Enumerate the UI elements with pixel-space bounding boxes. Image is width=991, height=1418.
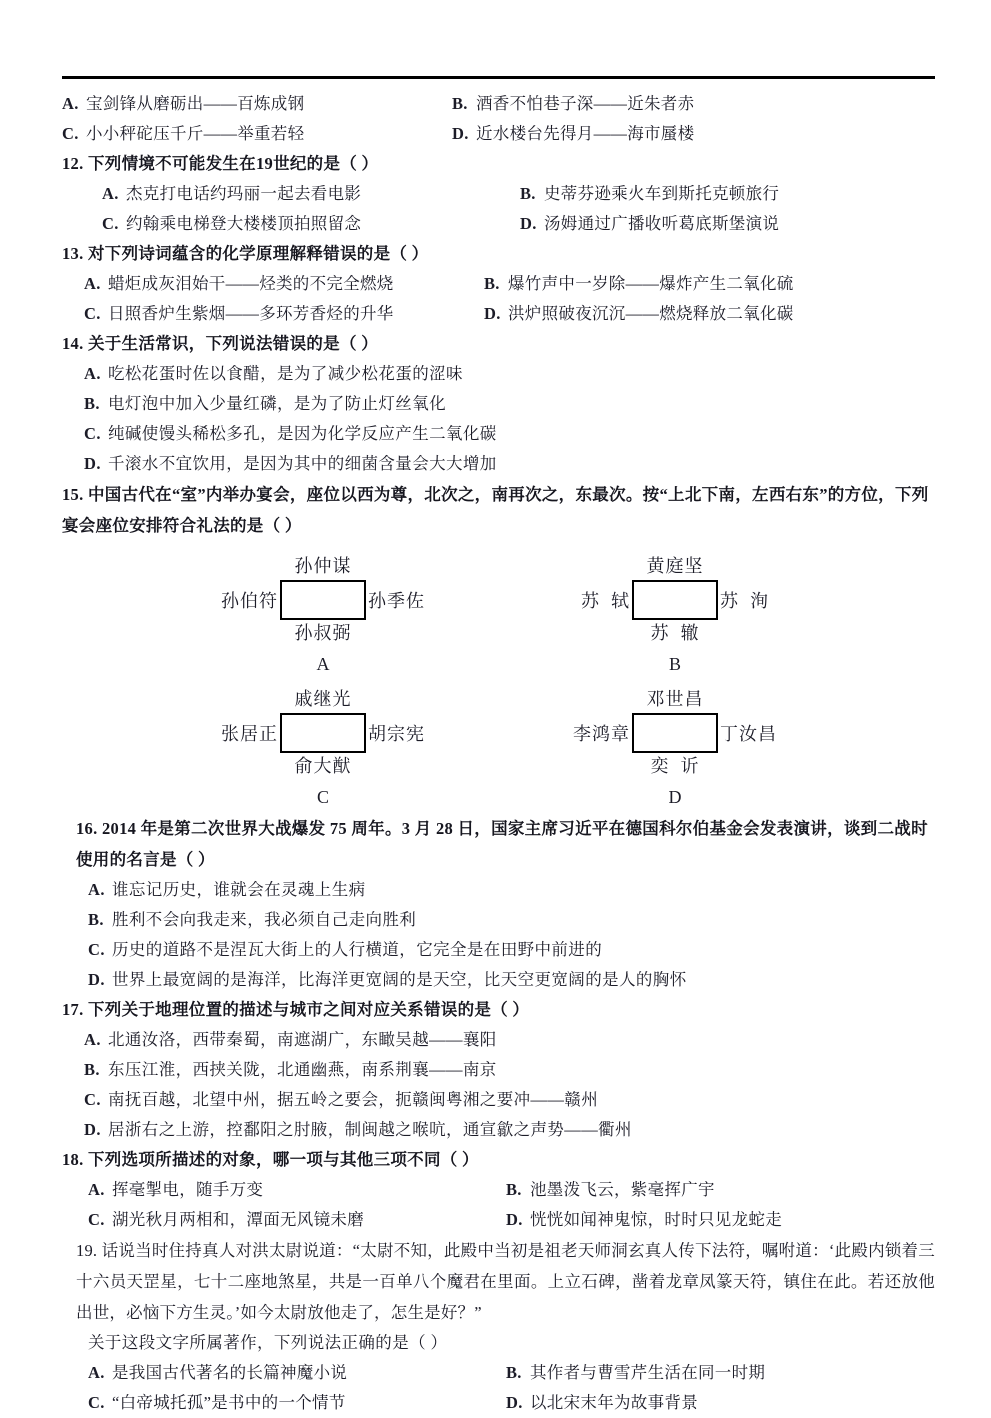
q11-option-c	[62, 119, 452, 149]
q12-stem	[62, 149, 935, 179]
q15-diagram-b-letter: B	[668, 654, 681, 674]
q17-option-b-label: B.	[84, 1060, 100, 1079]
q14-option-a	[62, 359, 935, 389]
q13-number: 13.	[62, 244, 84, 263]
q19-number: 19.	[76, 1241, 98, 1260]
q15-diagram-a-south: 孙叔弼	[294, 623, 352, 643]
q14-option-b-label: B.	[84, 394, 100, 413]
q15-diagram-a	[158, 555, 488, 679]
q19-option-b-text: 其作者与曹雪芹生活在同一时期	[530, 1363, 766, 1382]
q18-stem-text: 下列选项所描述的对象，哪一项与其他三项不同（ ）	[87, 1150, 479, 1169]
q17-option-d-label: D.	[84, 1120, 101, 1139]
q18-option-b-label: B.	[506, 1180, 522, 1199]
q15-diagram-d-south: 奕 䜣	[650, 756, 700, 776]
q12-option-a	[102, 179, 520, 209]
q14-option-c-label: C.	[84, 424, 101, 443]
q18-option-d-text: 恍恍如闻神鬼惊，时时只见龙蛇走	[530, 1210, 782, 1229]
q15-diagram-a-west: 孙伯符	[221, 591, 278, 611]
q13-option-c-text: 日照香炉生紫烟——多环芳香烃的升华	[108, 304, 394, 323]
q17-option-b-text: 东压江淮，西挟关陇，北通幽燕，南系荆襄——南京	[108, 1060, 497, 1079]
q13-option-a	[84, 269, 484, 299]
q15-diagram-c-west: 张居正	[221, 724, 278, 744]
q13-option-b	[484, 269, 935, 299]
q14-option-c	[62, 419, 935, 449]
q11-option-b-text: 酒香不怕巷子深——近朱者赤	[476, 94, 695, 113]
q15-diagram-area	[62, 555, 935, 813]
q18-option-a	[88, 1175, 506, 1205]
q16-stem-text: 2014 年是第二次世界大战爆发 75 周年。3 月 28 日，国家主席习近平在德国科尔伯基金会发表演讲，谈到二战时使用的名言是（ ）	[76, 819, 928, 869]
q18-option-c-label: C.	[88, 1210, 105, 1229]
q12-stem-text: 下列情境不可能发生在19世纪的是（ ）	[87, 154, 379, 173]
q15-diagram-c-north: 戚继光	[294, 689, 352, 709]
q15-diagram-a-letter: A	[316, 654, 330, 674]
q19-option-d	[506, 1388, 935, 1418]
q17-option-d	[62, 1115, 935, 1145]
q15-diagram-d-north: 邓世昌	[646, 689, 704, 709]
q14-option-d-label: D.	[84, 454, 101, 473]
q15-diagram-a-middle	[158, 579, 488, 621]
q11-option-a	[62, 89, 452, 119]
q19-passage	[62, 1235, 935, 1328]
q15-stem-text: 中国古代在“室”内举办宴会，座位以西为尊，北次之，南再次之，东最次。按“上北下南，左西右东”的方位，下列宴会座位安排符合礼法的是（ ）	[62, 485, 929, 535]
q11-option-row-cd	[62, 119, 935, 149]
q16-option-b	[62, 905, 935, 935]
q17-option-c-label: C.	[84, 1090, 101, 1109]
q15-diagram-c-middle	[158, 712, 488, 754]
q19-option-d-text: 以北宋末年为故事背景	[530, 1393, 698, 1412]
q16-option-c	[62, 935, 935, 965]
q19-option-c	[88, 1388, 506, 1418]
q11-option-c-label: C.	[62, 124, 79, 143]
q14-option-a-text: 吃松花蛋时佐以食醋，是为了减少松花蛋的涩味	[108, 364, 463, 383]
q11-option-row-ab	[62, 89, 935, 119]
q12-option-b-text: 史蒂芬逊乘火车到斯托克顿旅行	[544, 184, 780, 203]
q15-stem	[62, 479, 935, 541]
q15-diagram-b-north: 黄庭坚	[646, 556, 704, 576]
q15-diagram-d-seat-box	[632, 713, 718, 753]
q17-option-c-text: 南抚百越，北望中州，据五岭之要会，扼赣闽粤湘之要冲——赣州	[108, 1090, 599, 1109]
q15-diagram-d	[510, 688, 840, 812]
q19-option-d-label: D.	[506, 1393, 523, 1412]
q14-stem-text: 关于生活常识，下列说法错误的是（ ）	[87, 334, 378, 353]
q18-option-a-label: A.	[88, 1180, 105, 1199]
q16-option-c-text: 历史的道路不是涅瓦大街上的人行横道，它完全是在田野中前进的	[112, 940, 603, 959]
q12-option-row-ab	[62, 179, 935, 209]
q15-diagram-b-east: 苏 洵	[720, 591, 769, 611]
q11-option-b	[452, 89, 935, 119]
q16-option-a-label: A.	[88, 880, 105, 899]
q15-diagram-b-middle	[510, 579, 840, 621]
q19-option-a	[88, 1358, 506, 1388]
q15-diagram-c-seat-box	[280, 713, 366, 753]
q13-option-d-text: 洪炉照破夜沉沉——燃烧释放二氧化碳	[508, 304, 794, 323]
q13-option-row-ab	[62, 269, 935, 299]
q18-option-b	[506, 1175, 935, 1205]
q12-option-d-text: 汤姆通过广播收听葛底斯堡演说	[544, 214, 780, 233]
q16-option-a-text: 谁忘记历史，谁就会在灵魂上生病	[112, 880, 366, 899]
q19-option-b-label: B.	[506, 1363, 522, 1382]
q18-option-d-label: D.	[506, 1210, 523, 1229]
q15-diagram-d-east: 丁汝昌	[720, 724, 777, 744]
q19-option-c-label: C.	[88, 1393, 105, 1412]
q16-option-d	[62, 965, 935, 995]
q16-option-b-text: 胜利不会向我走来，我必须自己走向胜利	[112, 910, 417, 929]
q13-option-b-label: B.	[484, 274, 500, 293]
q12-option-c	[102, 209, 520, 239]
page-content	[62, 76, 935, 1418]
q15-diagram-c-letter: C	[316, 787, 329, 807]
q15-number: 15.	[62, 485, 84, 504]
q13-option-d	[484, 299, 935, 329]
q16-option-a	[62, 875, 935, 905]
q12-option-d	[520, 209, 935, 239]
q16-stem	[62, 813, 935, 875]
q13-option-b-text: 爆竹声中一岁除——爆炸产生二氧化硫	[508, 274, 794, 293]
q16-number: 16.	[76, 819, 98, 838]
q15-diagram-b-west: 苏 轼	[581, 591, 630, 611]
q16-option-d-label: D.	[88, 970, 105, 989]
q12-option-a-text: 杰克打电话约玛丽一起去看电影	[126, 184, 362, 203]
q19-option-b	[506, 1358, 935, 1388]
q18-option-row-ab	[62, 1175, 935, 1205]
q16-option-d-text: 世界上最宽阔的是海洋，比海洋更宽阔的是天空，比天空更宽阔的是人的胸怀	[112, 970, 687, 989]
q17-option-d-text: 居浙右之上游，控鄱阳之肘腋，制闽越之喉吭，通宣歙之声势——衢州	[108, 1120, 632, 1139]
q11-option-c-text: 小小秤砣压千斤——举重若轻	[86, 124, 305, 143]
q19-option-a-text: 是我国古代著名的长篇神魔小说	[112, 1363, 348, 1382]
q11-option-a-label: A.	[62, 94, 79, 113]
q13-option-a-label: A.	[84, 274, 101, 293]
q15-diagram-c-east: 胡宗宪	[368, 724, 425, 744]
q19-option-row-cd	[62, 1388, 935, 1418]
q18-option-c	[88, 1205, 506, 1235]
q12-option-row-cd	[62, 209, 935, 239]
q13-stem	[62, 239, 935, 269]
q17-option-a-label: A.	[84, 1030, 101, 1049]
q18-option-c-text: 湖光秋月两相和，潭面无风镜未磨	[112, 1210, 364, 1229]
q19-option-a-label: A.	[88, 1363, 105, 1382]
q16-option-b-label: B.	[88, 910, 104, 929]
q12-option-b-label: B.	[520, 184, 536, 203]
q18-option-d	[506, 1205, 935, 1235]
q13-option-c	[84, 299, 484, 329]
q19-passage-text: 话说当时住持真人对洪太尉说道：“太尉不知，此殿中当初是祖老天师洞玄真人传下法符，嘱咐道：‘此殿内锁着三十六员天罡星，七十二座地煞星，共是一百单八个魔君在里面。上立石碑，凿着龙章凤篆天符，镇住在此。若还放他出世，必恼下方生灵。’如今太尉放他走了，怎生是好？”	[76, 1241, 935, 1322]
q12-option-c-label: C.	[102, 214, 119, 233]
q15-diagram-a-east: 孙季佐	[368, 591, 425, 611]
q14-option-a-label: A.	[84, 364, 101, 383]
q11-option-d-label: D.	[452, 124, 469, 143]
q11-option-d-text: 近水楼台先得月——海市蜃楼	[476, 124, 695, 143]
q18-option-a-text: 挥毫掣电，随手万变	[112, 1180, 264, 1199]
q11-option-b-label: B.	[452, 94, 468, 113]
q14-option-c-text: 纯碱使馒头稀松多孔，是因为化学反应产生二氧化碳	[108, 424, 497, 443]
q14-number: 14.	[62, 334, 84, 353]
q17-option-a-text: 北通汝洛，西带秦蜀，南遮湖广，东瞰吴越——襄阳	[108, 1030, 497, 1049]
q17-stem-text: 下列关于地理位置的描述与城市之间对应关系错误的是（ ）	[87, 1000, 530, 1019]
q17-number: 17.	[62, 1000, 84, 1019]
q18-number: 18.	[62, 1150, 84, 1169]
q15-diagram-c	[158, 688, 488, 812]
q12-option-d-label: D.	[520, 214, 537, 233]
q15-diagram-d-middle	[510, 712, 840, 754]
q15-diagram-b-south: 苏 辙	[650, 623, 700, 643]
q15-diagram-a-seat-box	[280, 580, 366, 620]
q16-option-c-label: C.	[88, 940, 105, 959]
header-rule	[62, 76, 935, 79]
q13-option-a-text: 蜡炬成灰泪始干——烃类的不完全燃烧	[108, 274, 394, 293]
q12-option-b	[520, 179, 935, 209]
q14-stem	[62, 329, 935, 359]
q11-option-a-text: 宝剑锋从磨砺出——百炼成钢	[86, 94, 305, 113]
q19-option-row-ab	[62, 1358, 935, 1388]
q15-diagram-b	[510, 555, 840, 679]
q12-option-a-label: A.	[102, 184, 119, 203]
q14-option-d-text: 千滚水不宜饮用，是因为其中的细菌含量会大大增加	[108, 454, 497, 473]
q14-option-b	[62, 389, 935, 419]
q11-option-d	[452, 119, 935, 149]
q17-option-a	[62, 1025, 935, 1055]
q14-option-b-text: 电灯泡中加入少量红磷，是为了防止灯丝氧化	[108, 394, 446, 413]
q18-option-row-cd	[62, 1205, 935, 1235]
q18-stem	[62, 1145, 935, 1175]
q12-option-c-text: 约翰乘电梯登大楼楼顶拍照留念	[126, 214, 362, 233]
q13-option-d-label: D.	[484, 304, 501, 323]
q17-stem	[62, 995, 935, 1025]
q13-option-row-cd	[62, 299, 935, 329]
q14-option-d	[62, 449, 935, 479]
q15-diagram-d-letter: D	[668, 787, 682, 807]
q15-diagram-a-north: 孙仲谋	[294, 556, 352, 576]
q13-option-c-label: C.	[84, 304, 101, 323]
q19-sub-stem: 关于这段文字所属著作，下列说法正确的是（ ）	[88, 1333, 448, 1352]
q12-number: 12.	[62, 154, 84, 173]
q17-option-b	[62, 1055, 935, 1085]
q18-option-b-text: 池墨泼飞云，紫毫挥广宇	[530, 1180, 715, 1199]
q15-diagram-b-seat-box	[632, 580, 718, 620]
q15-diagram-c-south: 俞大猷	[294, 756, 352, 776]
q15-diagram-d-west: 李鸿章	[573, 724, 630, 744]
q19-option-c-text: “白帝城托孤”是书中的一个情节	[112, 1393, 346, 1412]
q17-option-c	[62, 1085, 935, 1115]
q13-stem-text: 对下列诗词蕴含的化学原理解释错误的是（ ）	[87, 244, 429, 263]
